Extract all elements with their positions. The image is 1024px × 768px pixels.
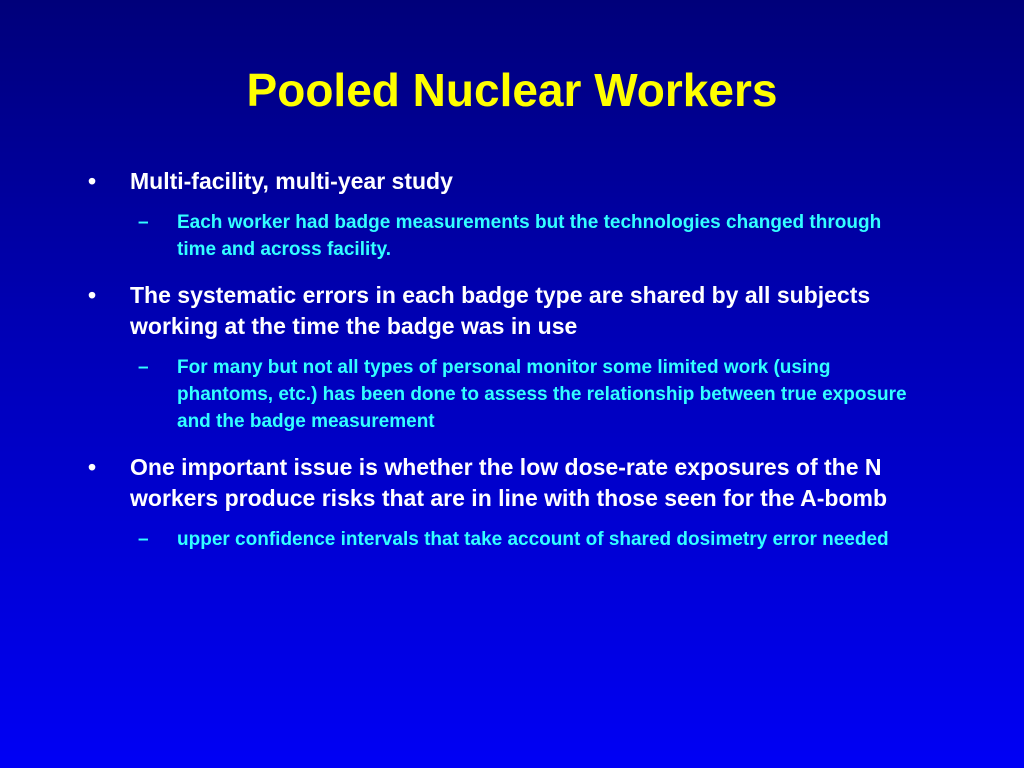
bullet-text: One important issue is whether the low dose-rate exposures of the N workers produce risks that are in line with those seen for the A-bomb xyxy=(130,454,888,511)
dash-marker: – xyxy=(138,212,149,233)
bullet-item-3 xyxy=(88,452,948,514)
sub-bullet-item-1 xyxy=(88,209,948,263)
sub-bullet-text: For many but not all types of personal monitor some limited work (using phantoms, etc.) has been done to assess the relationship between true exposure and the badge measurement xyxy=(177,357,907,432)
bullet-item-2 xyxy=(88,280,948,342)
bullet-marker: • xyxy=(88,168,97,194)
slide-title: Pooled Nuclear Workers xyxy=(246,64,778,116)
bullet-marker: • xyxy=(88,454,97,480)
sub-bullet-item-3 xyxy=(88,526,948,553)
bullet-text: Multi-facility, multi-year study xyxy=(130,168,453,194)
bullet-text: The systematic errors in each badge type are shared by all subjects working at the time the badge was in use xyxy=(130,282,871,339)
dash-marker: – xyxy=(138,357,149,378)
bullet-item-1 xyxy=(88,166,948,197)
sub-bullet-item-2 xyxy=(88,354,948,435)
bullet-marker: • xyxy=(88,282,97,308)
sub-bullet-text: upper confidence intervals that take account of shared dosimetry error needed xyxy=(177,529,889,550)
bullet-list xyxy=(88,166,948,553)
dash-marker: – xyxy=(138,529,149,550)
sub-bullet-text: Each worker had badge measurements but the technologies changed through time and across facility. xyxy=(177,212,882,260)
